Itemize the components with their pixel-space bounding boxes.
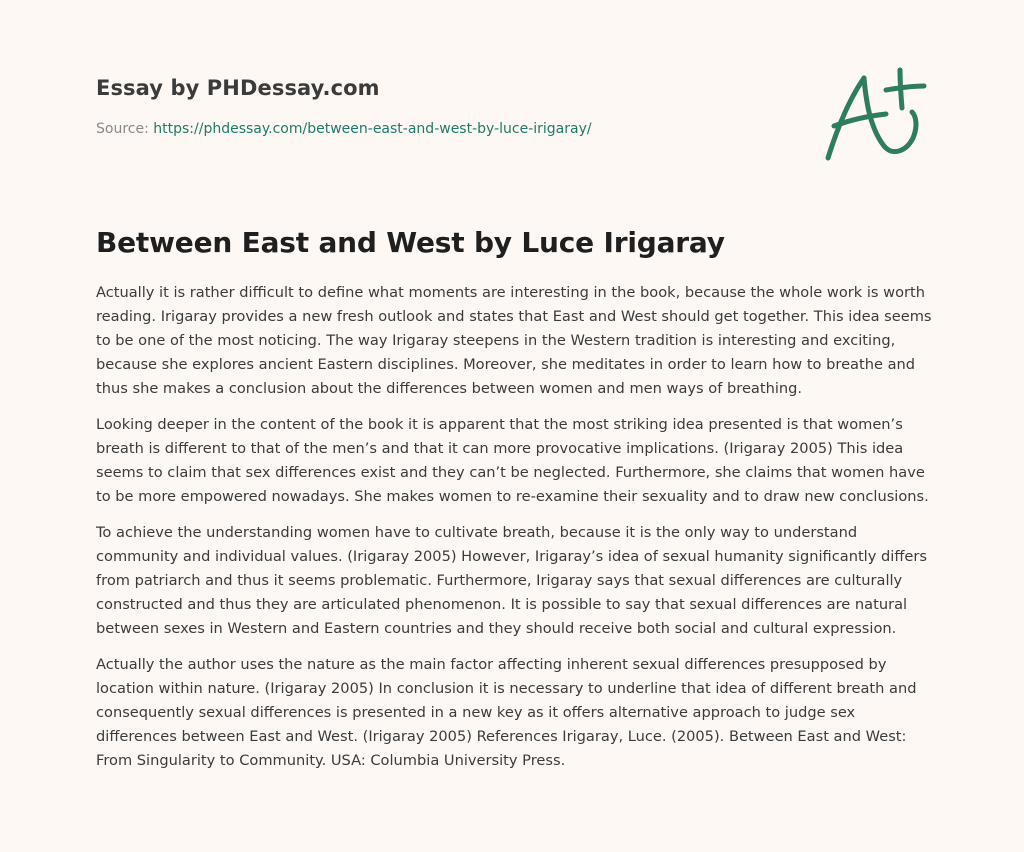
site-title: Essay by PHDessay.com	[96, 76, 380, 100]
source-line	[96, 121, 796, 137]
a-plus-logo-icon	[820, 66, 930, 166]
source-link[interactable]: https://phdessay.com/between-east-and-west-by-luce-irigaray/	[153, 121, 592, 137]
article-paragraph: Actually it is rather difficult to define what moments are interesting in the book, because the whole work is worth reading. Irigaray provides a new fresh outlook and states that East and West should get together. This idea seems to be one of the most noticing. The way Irigaray steepens in the Western tradition is interesting and exciting, because she explores ancient Eastern disciplines. Moreover, she meditates in order to learn how to breathe and thus she makes a conclusion about the differences between women and men ways of breathing.	[96, 284, 932, 397]
article-paragraph: Looking deeper in the content of the book it is apparent that the most striking idea presented is that women’s breath is different to that of the men’s and that it can more provocative implications. (Irigaray 2005) This idea seems to claim that sex differences exist and they can’t be neglected. Furthermore, she claims that women have to be more empowered nowadays. She makes women to re-examine their sexuality and to draw new conclusions.	[96, 416, 929, 505]
article-paragraph: Actually the author uses the nature as the main factor affecting inherent sexual differences presupposed by location within nature. (Irigaray 2005) In conclusion it is necessary to underline that idea of different breath and consequently sexual differences is presented in a new key as it offers alternative approach to judge sex differences between East and West. (Irigaray 2005) References Irigaray, Luce. (2005). Between East and West: From Singularity to Community. USA: Columbia University Press.	[96, 656, 917, 769]
source-label: Source:	[96, 121, 154, 137]
essay-article	[96, 226, 936, 785]
article-title: Between East and West by Luce Irigaray	[96, 226, 725, 259]
page-header	[96, 76, 796, 137]
article-paragraph: To achieve the understanding women have to cultivate breath, because it is the only way to understand community and individual values. (Irigaray 2005) However, Irigaray’s idea of sexual humanity significantly differs from patriarch and thus it seems problematic. Furthermore, Irigaray says that sexual differences are culturally constructed and thus they are articulated phenomenon. It is possible to say that sexual differences are natural between sexes in Western and Eastern countries and they should receive both social and cultural expression.	[96, 524, 927, 637]
